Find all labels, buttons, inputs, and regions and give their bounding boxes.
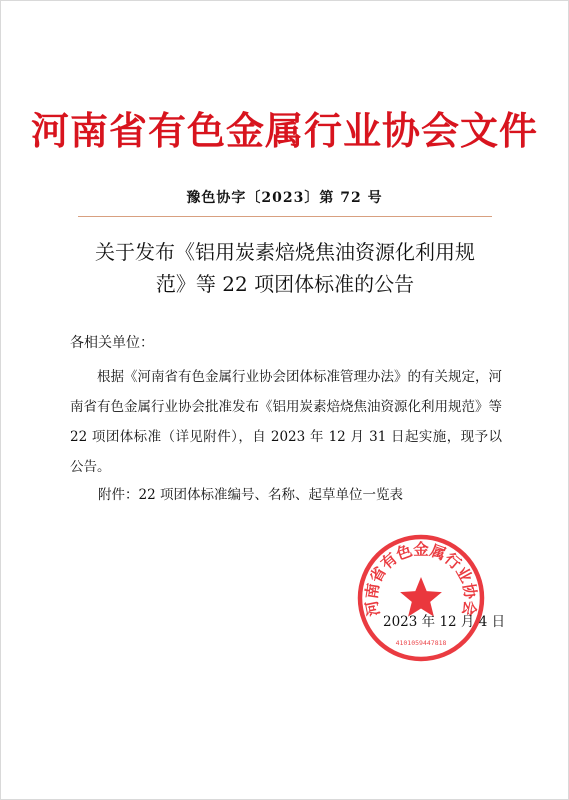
attachment-note: 附件：22 项团体标准编号、名称、起草单位一览表 xyxy=(98,487,403,503)
salutation: 各相关单位： xyxy=(70,335,154,351)
seal-code: 4101059447818 xyxy=(395,639,447,647)
document-header-title: 河南省有色金属行业协会文件 xyxy=(30,108,538,153)
document-number: 豫色协字〔2023〕第 72 号 xyxy=(186,190,383,206)
notice-title xyxy=(78,236,492,300)
body-paragraph: 根据《河南省有色金属行业协会团体标准管理办法》的有关规定，河南省有色金属行业协会批准发布《铝用炭素焙烧焦油资源化利用规范》等 22 项团体标准（详见附件），自 2023 年 12 月 31 日起实施，现予以公告。 xyxy=(70,369,502,475)
official-seal-icon xyxy=(356,533,486,663)
notice-title-line-2: 范》等 22 项团体标准的公告 xyxy=(155,272,415,296)
document-date: 2023 年 12 月 4 日 xyxy=(383,614,506,630)
seal-org-text: 河南省有色金属行业协会 xyxy=(362,540,480,618)
header-divider xyxy=(78,216,492,217)
notice-title-line-1: 关于发布《铝用炭素焙烧焦油资源化利用规 xyxy=(95,240,475,264)
